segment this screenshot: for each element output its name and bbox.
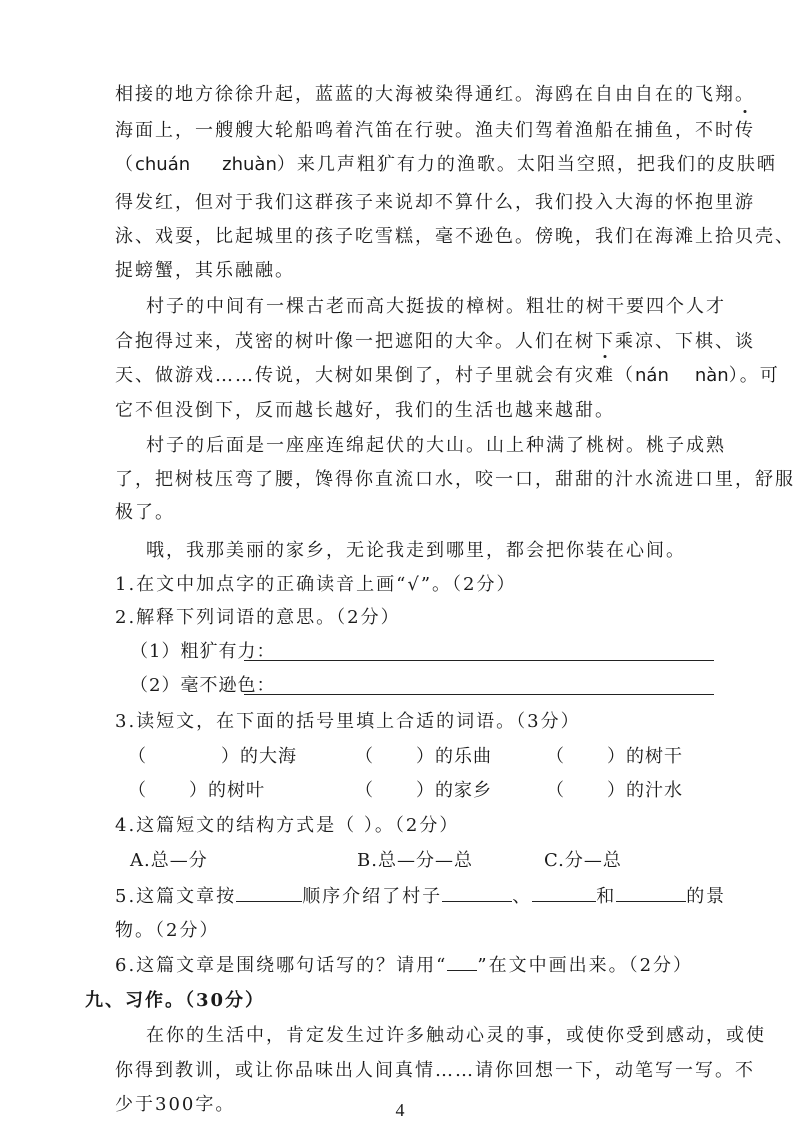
fill-blank[interactable]: （ ）的汁水 <box>546 780 683 801</box>
answer-blank[interactable] <box>236 900 302 902</box>
fill-blank[interactable]: （ ）的树叶 <box>128 780 265 801</box>
writing-prompt-line: 在你的生活中，肯定发生过许多触动心灵的事，或使你受到感动，或使 <box>146 1025 766 1046</box>
passage-line: 合抱得过来，茂密的树叶像一把遮阳的大伞。人们在树下乘凉、下棋、谈 <box>115 331 755 352</box>
option-b[interactable]: B.总—分—总 <box>357 850 473 871</box>
fill-blank[interactable]: （ ）的树干 <box>546 746 683 767</box>
passage-line: 村子的中间有一棵古老而高大挺拔的樟树。粗壮的树干要四个人才 <box>146 296 726 317</box>
dotted-character: 难 <box>595 361 615 387</box>
passage-line: 极了。 <box>115 502 175 523</box>
question-2-item-1: （1）粗犷有力： <box>130 641 276 662</box>
answer-blank[interactable] <box>532 900 596 902</box>
passage-line: 相接的地方徐徐升起，蓝蓝的大海被染得通红。海鸥在自由自在的飞翔。 <box>115 84 755 105</box>
answer-blank[interactable] <box>616 900 686 902</box>
question-6: 6.这篇文章是围绕哪句话写的？请用“ ”在文中画出来。（2分） <box>115 955 694 976</box>
fill-blank[interactable]: （ ）的家乡 <box>355 780 492 801</box>
answer-blank <box>447 969 477 971</box>
question-2-item-2: （2）毫不逊色： <box>130 675 276 696</box>
passage-line: 捉螃蟹，其乐融融。 <box>115 260 295 281</box>
passage-line-with-pinyin: （chuán zhuàn）来几声粗犷有力的渔歌。太阳当空照，把我们的皮肤晒 <box>115 154 777 175</box>
question-5: 5.这篇文章按 顺序介绍了村子 、 和 的景 <box>115 886 727 907</box>
question-1: 1.在文中加点字的正确读音上画“√”。（2分） <box>115 574 517 595</box>
question-5-cont: 物。（2分） <box>115 920 220 941</box>
answer-line[interactable] <box>244 660 714 661</box>
passage-line: 哦，我那美丽的家乡，无论我走到哪里，都会把你装在心间。 <box>146 540 686 561</box>
writing-prompt-line: 少于300字。 <box>115 1094 236 1115</box>
fill-blank[interactable]: （ ）的乐曲 <box>355 746 492 767</box>
answer-blank[interactable] <box>442 900 512 902</box>
question-4: 4.这篇短文的结构方式是（ ）。（2分） <box>115 815 460 836</box>
passage-line: 村子的后面是一座座连绵起伏的大山。山上种满了桃树。桃子成熟 <box>146 435 726 456</box>
pinyin-option: chuán <box>135 154 191 175</box>
passage-line: 海面上，一艘艘大轮船鸣着汽笛在行驶。渔夫们驾着渔船在捕鱼，不时传 <box>115 116 755 142</box>
passage-line: 了，把树枝压弯了腰，馋得你直流口水，咬一口，甜甜的汁水流进口里，舒服 <box>115 469 795 490</box>
passage-line: 泳、戏耍，比起城里的孩子吃雪糕，毫不逊色。傍晚，我们在海滩上拾贝壳、 <box>115 226 795 247</box>
pinyin-option: nán <box>635 365 669 386</box>
pinyin-option: nàn <box>694 365 729 386</box>
question-3: 3.读短文，在下面的括号里填上合适的词语。（3分） <box>115 711 581 732</box>
answer-line[interactable] <box>244 694 714 695</box>
pinyin-option: zhuàn <box>222 154 277 175</box>
passage-line: 得发红，但对于我们这群孩子来说却不算什么，我们投入大海的怀抱里游 <box>115 192 755 213</box>
section-heading: 九、习作。（30分） <box>85 990 266 1011</box>
passage-line: 它不但没倒下，反而越长越好，我们的生活也越来越甜。 <box>115 400 615 421</box>
fill-blank[interactable]: （ ）的大海 <box>128 746 297 767</box>
question-2: 2.解释下列词语的意思。（2分） <box>115 607 401 628</box>
page-number: 4 <box>395 1100 405 1120</box>
writing-prompt-line: 你得到教训，或让你品味出人间真情……请你回想一下，动笔写一写。不 <box>115 1060 755 1081</box>
passage-line-with-pinyin: 天、做游戏……传说，大树如果倒了，村子里就会有灾难（nán nàn）。可 <box>115 361 780 387</box>
option-a[interactable]: A.总—分 <box>130 850 208 871</box>
option-c[interactable]: C.分—总 <box>544 850 622 871</box>
dotted-character: 传 <box>735 116 755 142</box>
